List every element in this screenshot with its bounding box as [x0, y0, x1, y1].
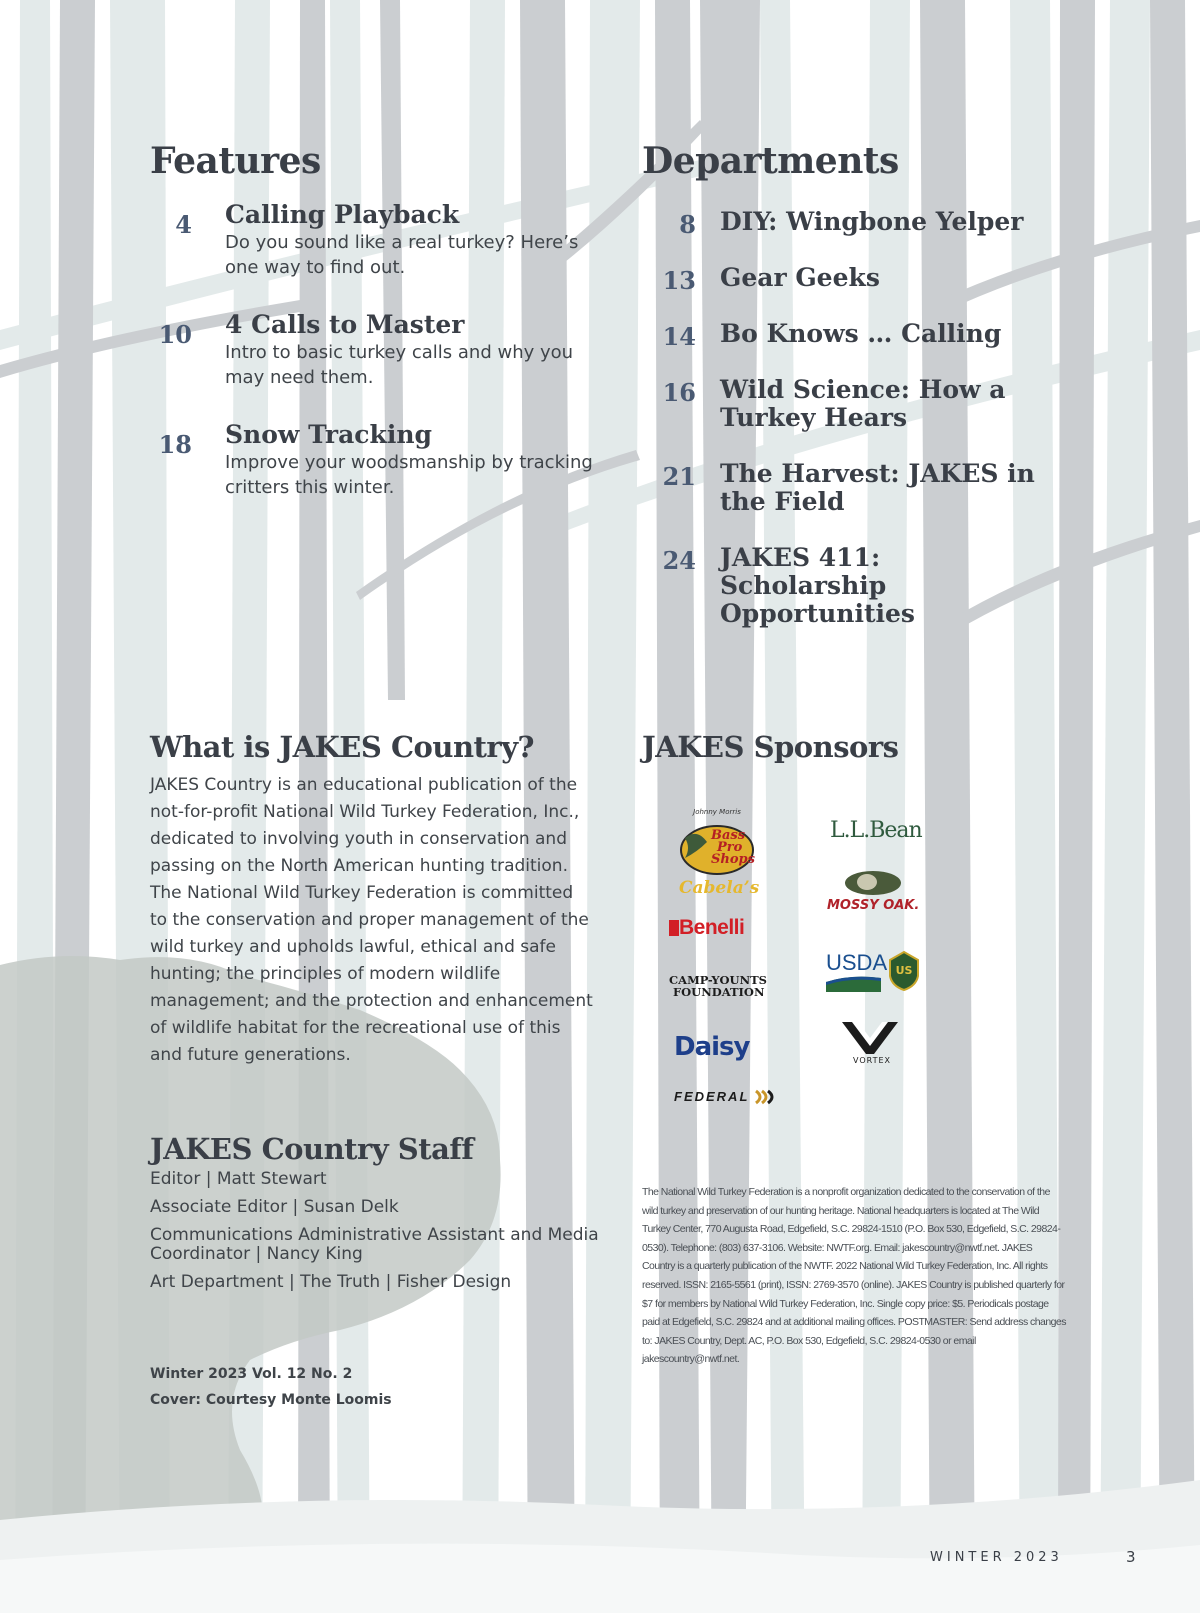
- feature-description: Intro to basic turkey calls and why you may need them.: [225, 342, 574, 388]
- department-page-number: 21: [662, 462, 696, 491]
- staff-line: Editor | Matt Stewart: [150, 1169, 327, 1189]
- department-title: JAKES 411: Scholarship Opportunities: [720, 543, 916, 628]
- sponsors-section: [642, 730, 1082, 1130]
- mossy-oak-word: MOSSY OAK.: [827, 898, 920, 913]
- features-heading: Features: [150, 140, 321, 182]
- feature-description: Do you sound like a real turkey? Here’s one way to find out.: [225, 232, 579, 278]
- feature-title: Calling Playback: [225, 200, 460, 229]
- bass-pro-shops-logo[interactable]: [677, 808, 760, 898]
- vortex-word: VORTEX: [852, 1056, 892, 1065]
- feature-page-number: 18: [158, 430, 192, 459]
- staff-line: Associate Editor | Susan Delk: [150, 1197, 399, 1217]
- usda-forest-service-logo[interactable]: [826, 952, 926, 994]
- federal-mark: [754, 1089, 776, 1105]
- feature-title: Snow Tracking: [225, 420, 432, 449]
- department-title: Bo Knows … Calling: [720, 319, 1002, 348]
- bass-pro-word: Shops: [711, 852, 755, 867]
- features-section: [150, 140, 600, 500]
- vortex-logo[interactable]: [840, 1020, 904, 1068]
- department-item[interactable]: [642, 319, 1062, 351]
- camp-younts-logo[interactable]: [669, 974, 767, 998]
- department-item[interactable]: [642, 376, 1062, 432]
- benelli-word: Benelli: [679, 916, 745, 939]
- department-page-number: 24: [662, 546, 696, 575]
- staff-section: [150, 1132, 600, 1292]
- footer-issue-label: WINTER 2023: [930, 1550, 1063, 1565]
- about-section: [150, 730, 600, 1069]
- feature-title: 4 Calls to Master: [225, 310, 465, 339]
- department-page-number: 16: [662, 378, 696, 407]
- departments-heading: Departments: [642, 140, 899, 182]
- camp-younts-line: CAMP-YOUNTS: [669, 973, 767, 987]
- about-body: JAKES Country is an educational publication of the not-for-profit National Wild Turkey Federation, Inc., dedicated to involving youth in conservation and passing on the North American hunting tradition. The National Wild Turkey Federation is committed to the conservation and proper management of the wild turkey and upholds lawful, ethical and safe hunting; the principles of modern wildlife management; and the protection and enhancement of wildlife habitat for the recreational use of this and future generations.: [150, 775, 593, 1065]
- department-title: Gear Geeks: [720, 263, 880, 292]
- staff-heading: JAKES Country Staff: [150, 1132, 474, 1166]
- department-title: Wild Science: How a Turkey Hears: [720, 375, 1006, 432]
- department-page-number: 14: [662, 322, 696, 351]
- benelli-mark: [669, 920, 679, 936]
- llbean-logo[interactable]: L.L.Bean: [830, 818, 922, 843]
- mossy-oak-logo[interactable]: [827, 870, 927, 915]
- departments-section: [642, 140, 1062, 628]
- usda-word: USDA: [826, 950, 888, 975]
- camp-younts-line: FOUNDATION: [673, 985, 765, 999]
- sponsors-heading: JAKES Sponsors: [642, 730, 899, 764]
- staff-line: Art Department | The Truth | Fisher Design: [150, 1272, 512, 1292]
- forest-service-us: US: [895, 964, 913, 977]
- cover-credit: Cover: Courtesy Monte Loomis: [150, 1392, 392, 1408]
- about-heading: What is JAKES Country?: [150, 730, 535, 764]
- feature-item[interactable]: [150, 420, 600, 500]
- benelli-logo[interactable]: [669, 916, 745, 939]
- cabelas-logo: Cabela’s: [679, 878, 760, 898]
- department-title: DIY: Wingbone Yelper: [720, 207, 1024, 236]
- department-item[interactable]: [642, 263, 1062, 295]
- department-item[interactable]: [642, 460, 1062, 516]
- feature-item[interactable]: [150, 200, 600, 280]
- department-item[interactable]: [642, 207, 1062, 239]
- staff-line: Communications Administrative Assistant and Media Coordinator | Nancy King: [150, 1225, 599, 1264]
- bass-pro-word: Bass: [711, 828, 746, 843]
- department-page-number: 8: [679, 210, 696, 239]
- daisy-logo[interactable]: Daisy: [674, 1032, 750, 1062]
- department-page-number: 13: [662, 266, 696, 295]
- feature-description: Improve your woodsmanship by tracking critters this winter.: [225, 452, 593, 498]
- federal-logo[interactable]: [674, 1086, 776, 1106]
- feature-page-number: 10: [158, 320, 192, 349]
- department-item[interactable]: [642, 544, 1062, 628]
- feature-page-number: 4: [175, 210, 192, 239]
- issue-info: [150, 1366, 392, 1418]
- bass-pro-signature: Johnny Morris: [693, 808, 741, 816]
- publication-fine-print: The National Wild Turkey Federation is a nonprofit organization dedicated to the conservation of the wild turkey and preservation of our hunting heritage. National headquarters is located at The Wild Turkey Center, 770 Augusta Road, Edgefield, S.C. 29824-1510 (P.O. Box 530, Edgefield, S.C. 29824-0530). Telephone: (803) 637-3106. Website: NWTF.org. Email: jakescountry@nwtf.net. JAKES Country is a quarterly publication of the NWTF. 2022 National Wild Turkey Federation, Inc. All rights reserved. ISSN: 2165-5561 (print), ISSN: 2769-3570 (online). JAKES Country is published quarterly for $7 for members by National Wild Turkey Federation, Inc. Single copy price: $5. Periodicals postage paid at Edgefield, S.C. 29824 and at additional mailing offices. POSTMASTER: Send address changes to: JAKES Country, Dept. AC, P.O. Box 530, Edgefield, S.C. 29824-0530 or email jakescountry@nwtf.net.: [642, 1186, 1066, 1366]
- federal-word: FEDERAL: [674, 1089, 750, 1104]
- issue-volume: Winter 2023 Vol. 12 No. 2: [150, 1366, 353, 1382]
- department-title: The Harvest: JAKES in the Field: [720, 459, 1035, 516]
- page-number: 3: [1126, 1548, 1136, 1566]
- feature-item[interactable]: [150, 310, 600, 390]
- bass-pro-word: Pro: [717, 840, 743, 855]
